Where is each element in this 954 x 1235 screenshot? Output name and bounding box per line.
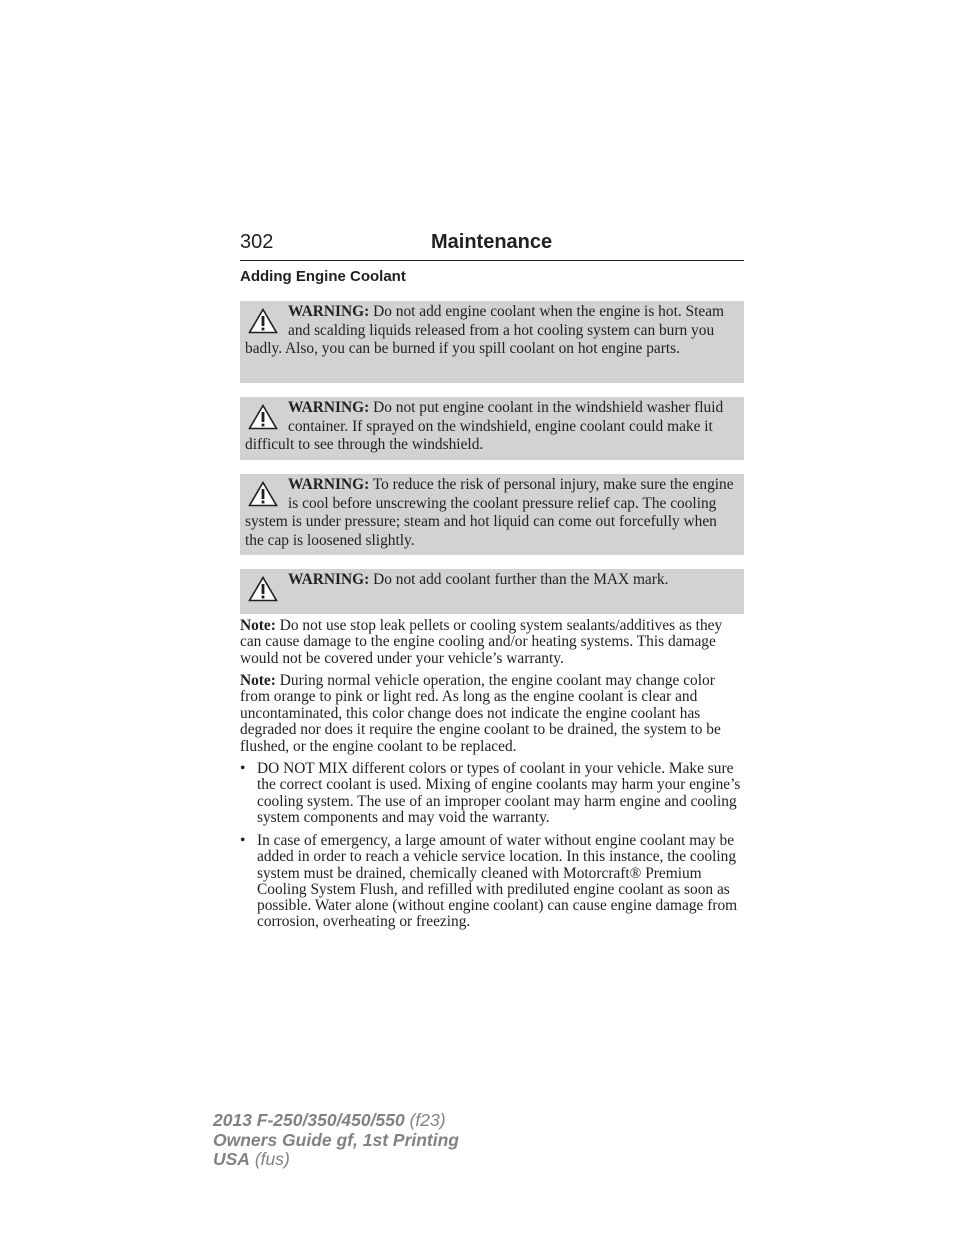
footer-market-code: (fus): [254, 1149, 290, 1169]
warning-box-hot-engine: [240, 301, 744, 383]
warning-triangle-icon: [248, 481, 278, 507]
section-title: Maintenance: [431, 231, 553, 253]
footer-market: USA: [213, 1149, 250, 1169]
warning-text: Do not add engine coolant when the engine is hot. Steam and scalding liquids released from a hot cooling system can burn you badly. Also, you can be burned if you spill coolant on hot engine parts.: [245, 303, 725, 358]
footer-guide: Owners Guide gf, 1st Printing: [213, 1129, 459, 1150]
warning-triangle-icon: [248, 404, 278, 430]
warning-text: To reduce the risk of personal injury, make sure the engine is cool before unscrewing the coolant pressure relief cap. The cooling system is under pressure; steam and hot liquid can come out forcefully when the cap is loosened slightly.: [245, 476, 734, 549]
note-paragraph: [240, 618, 744, 667]
note-text: Do not use stop leak pellets or cooling system sealants/additives as they can cause damage to the engine cooling and/or heating systems. This damage would not be covered under your vehicle’s warranty.: [240, 617, 723, 667]
page-number: 302: [240, 231, 274, 253]
warning-label: WARNING:: [288, 476, 370, 493]
footer-market-line: [213, 1150, 459, 1170]
note-label: Note:: [240, 672, 276, 689]
warning-label: WARNING:: [288, 399, 370, 416]
footer-model: 2013 F-250/350/450/550: [213, 1110, 405, 1130]
warning-box-washer-fluid: [240, 397, 744, 460]
list-item: [240, 761, 744, 826]
warning-triangle-icon: [248, 308, 278, 334]
warning-text: Do not put engine coolant in the windshield washer fluid container. If sprayed on the windshield, engine coolant could make it difficult to see through the windshield.: [245, 399, 724, 454]
list-item-text: In case of emergency, a large amount of water without engine coolant may be added in order to reach a vehicle service location. In this instance, the cooling system must be drained, chemically cleaned with Motorcraft® Premium Cooling System Flush, and refilled with prediluted engine coolant as soon as possible. Water alone (without engine coolant) can cause engine damage from corrosion, overheating or freezing.: [257, 832, 738, 931]
bullet-icon: •: [240, 760, 246, 777]
warning-box-pressure-cap: [240, 474, 744, 555]
note-label: Note:: [240, 617, 276, 634]
warning-triangle-icon: [248, 576, 278, 602]
note-paragraph: [240, 673, 744, 755]
warning-label: WARNING:: [288, 571, 370, 588]
footer-model-line: [213, 1111, 459, 1131]
list-item: [240, 833, 744, 931]
page-header: [240, 230, 744, 261]
warning-box-max-mark: [240, 569, 744, 614]
note-text: During normal vehicle operation, the engine coolant may change color from orange to pink or light red. As long as the engine coolant is clear and uncontaminated, this color change does not indicate the engine coolant has degraded nor does it require the engine coolant to be drained, the system to be flushed, or the engine coolant to be replaced.: [240, 672, 721, 755]
list-item-text: DO NOT MIX different colors or types of coolant in your vehicle. Make sure the correct coolant is used. Mixing of engine coolants may harm your engine’s cooling system. The use of an improper coolant may harm engine and cooling system components and may void the warranty.: [257, 760, 741, 826]
bullet-icon: •: [240, 832, 246, 849]
warning-text: Do not add coolant further than the MAX mark.: [373, 571, 669, 588]
page-footer: [213, 1111, 459, 1170]
warning-label: WARNING:: [288, 303, 370, 320]
footer-model-code: (f23): [409, 1110, 446, 1130]
subheading: Adding Engine Coolant: [240, 268, 406, 285]
